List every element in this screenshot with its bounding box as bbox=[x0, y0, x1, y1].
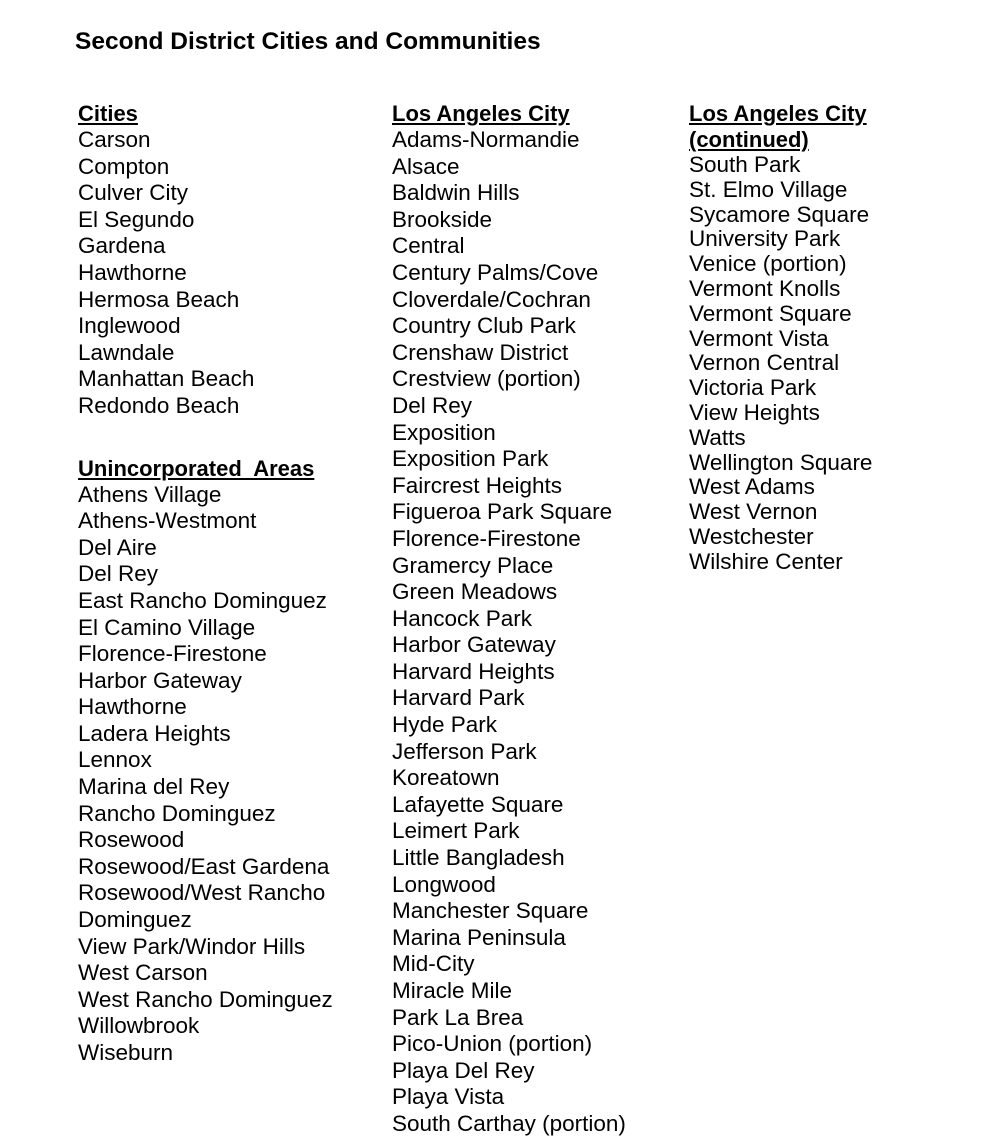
list-item: Redondo Beach bbox=[78, 392, 240, 418]
list-item: Longwood bbox=[392, 871, 496, 897]
list-item: El Camino Village bbox=[78, 614, 256, 640]
list-item: West Carson bbox=[78, 960, 208, 986]
list-item: Watts bbox=[689, 424, 746, 450]
list-item: Vermont Vista bbox=[689, 325, 829, 351]
list-item: Exposition bbox=[392, 419, 496, 445]
section-spacer bbox=[78, 420, 348, 456]
list-item: Ladera Heights bbox=[78, 720, 231, 746]
list-item: St. Elmo Village bbox=[689, 176, 848, 202]
list-item: Pico-Union (portion) bbox=[392, 1031, 593, 1057]
list-item: Vernon Central bbox=[689, 350, 840, 376]
list-item: Lafayette Square bbox=[392, 791, 564, 817]
list-item: Rancho Dominguez bbox=[78, 800, 276, 826]
list-item: Figueroa Park Square bbox=[392, 499, 613, 525]
la-city-list bbox=[392, 127, 626, 1138]
list-item: Lawndale bbox=[78, 339, 175, 365]
list-item: Rosewood/East Gardena bbox=[78, 853, 330, 879]
list-item: Playa Del Rey bbox=[392, 1057, 535, 1083]
list-item: South Carthay (portion) bbox=[392, 1110, 626, 1136]
list-item: West Rancho Dominguez bbox=[78, 986, 333, 1012]
list-item: Vermont Knolls bbox=[689, 275, 841, 301]
list-item: Athens-Westmont bbox=[78, 508, 257, 534]
list-item: Sycamore Square bbox=[689, 201, 870, 227]
list-item: Florence-Firestone bbox=[392, 525, 581, 551]
list-item: Adams-Normandie bbox=[392, 127, 580, 152]
list-item: University Park bbox=[689, 226, 841, 252]
la-city-heading: Los Angeles City bbox=[392, 101, 570, 126]
list-item: Crenshaw District bbox=[392, 339, 569, 365]
la-city-continued-heading-line2: (continued) bbox=[689, 127, 809, 152]
la-city-continued-heading-line1: Los Angeles City bbox=[689, 101, 867, 126]
list-item: Marina Peninsula bbox=[392, 924, 566, 950]
list-item: Marina del Rey bbox=[78, 774, 230, 800]
list-item: Venice (portion) bbox=[689, 251, 847, 277]
list-item: West Vernon bbox=[689, 499, 818, 525]
list-item: Leimert Park bbox=[392, 818, 520, 844]
list-item: Central bbox=[392, 233, 465, 259]
list-item: Playa Vista bbox=[392, 1084, 505, 1110]
column-right bbox=[689, 101, 872, 575]
list-item: Harvard Park bbox=[392, 685, 525, 711]
list-item: View Heights bbox=[689, 399, 820, 425]
list-item: Victoria Park bbox=[689, 375, 817, 401]
list-item: Inglewood bbox=[78, 313, 181, 339]
list-item: East Rancho Dominguez bbox=[78, 587, 327, 613]
list-item: Westchester bbox=[689, 523, 814, 549]
list-item: Baldwin Hills bbox=[392, 180, 520, 206]
list-item: Culver City bbox=[78, 180, 189, 206]
list-item: Carson bbox=[78, 127, 151, 152]
list-item: Mid-City bbox=[392, 951, 475, 977]
list-item: Wellington Square bbox=[689, 449, 873, 475]
list-item: Hawthorne bbox=[78, 694, 187, 720]
list-item: West Adams bbox=[689, 474, 815, 500]
list-item: Hermosa Beach bbox=[78, 286, 240, 312]
list-item: Willowbrook bbox=[78, 1013, 200, 1039]
list-item: Compton bbox=[78, 153, 170, 179]
page-title: Second District Cities and Communities bbox=[75, 28, 541, 55]
list-item: View Park/Windor Hills bbox=[78, 933, 306, 959]
list-item: Hawthorne bbox=[78, 259, 187, 285]
list-item: Manchester Square bbox=[392, 898, 589, 924]
list-item: Gramercy Place bbox=[392, 552, 554, 578]
list-item: Little Bangladesh bbox=[392, 845, 565, 871]
list-item: Manhattan Beach bbox=[78, 366, 255, 392]
list-item: Rosewood/West Rancho Dominguez bbox=[78, 880, 326, 933]
list-item: Wiseburn bbox=[78, 1040, 174, 1065]
list-item: Del Aire bbox=[78, 534, 157, 560]
list-item: Jefferson Park bbox=[392, 738, 537, 764]
list-item: Brookside bbox=[392, 206, 493, 232]
list-item: Park La Brea bbox=[392, 1004, 524, 1030]
list-item: Gardena bbox=[78, 233, 166, 259]
list-item: Harbor Gateway bbox=[392, 632, 556, 658]
list-item: Harbor Gateway bbox=[78, 667, 242, 693]
column-left bbox=[78, 101, 348, 1067]
list-item: Del Rey bbox=[78, 561, 159, 587]
list-item: Hancock Park bbox=[392, 605, 533, 631]
unincorporated-list bbox=[78, 482, 348, 1067]
list-item: Exposition Park bbox=[392, 446, 549, 472]
list-item: Cloverdale/Cochran bbox=[392, 286, 591, 312]
unincorporated-heading: Unincorporated Areas bbox=[78, 455, 315, 481]
la-city-continued-list bbox=[689, 153, 872, 575]
list-item: Rosewood bbox=[78, 827, 185, 853]
list-item: Wilshire Center bbox=[689, 548, 843, 574]
list-item: Hyde Park bbox=[392, 712, 498, 738]
cities-list bbox=[78, 127, 348, 420]
list-item: Crestview (portion) bbox=[392, 366, 581, 392]
list-item: South Park bbox=[689, 152, 801, 177]
list-item: Century Palms/Cove bbox=[392, 259, 599, 285]
list-item: Del Rey bbox=[392, 392, 473, 418]
list-item: Harvard Heights bbox=[392, 658, 555, 684]
cities-heading: Cities bbox=[78, 101, 138, 126]
list-item: Faircrest Heights bbox=[392, 472, 563, 498]
list-item: Miracle Mile bbox=[392, 978, 513, 1003]
list-item: Lennox bbox=[78, 747, 152, 773]
list-item: Koreatown bbox=[392, 765, 500, 791]
list-item: Country Club Park bbox=[392, 313, 576, 339]
list-item: Alsace bbox=[392, 153, 460, 179]
list-item: Athens Village bbox=[78, 481, 222, 507]
list-item: Vermont Square bbox=[689, 300, 852, 326]
column-middle bbox=[392, 101, 626, 1138]
list-item: Florence-Firestone bbox=[78, 641, 267, 667]
list-item: Green Meadows bbox=[392, 579, 558, 605]
list-item: El Segundo bbox=[78, 206, 195, 232]
